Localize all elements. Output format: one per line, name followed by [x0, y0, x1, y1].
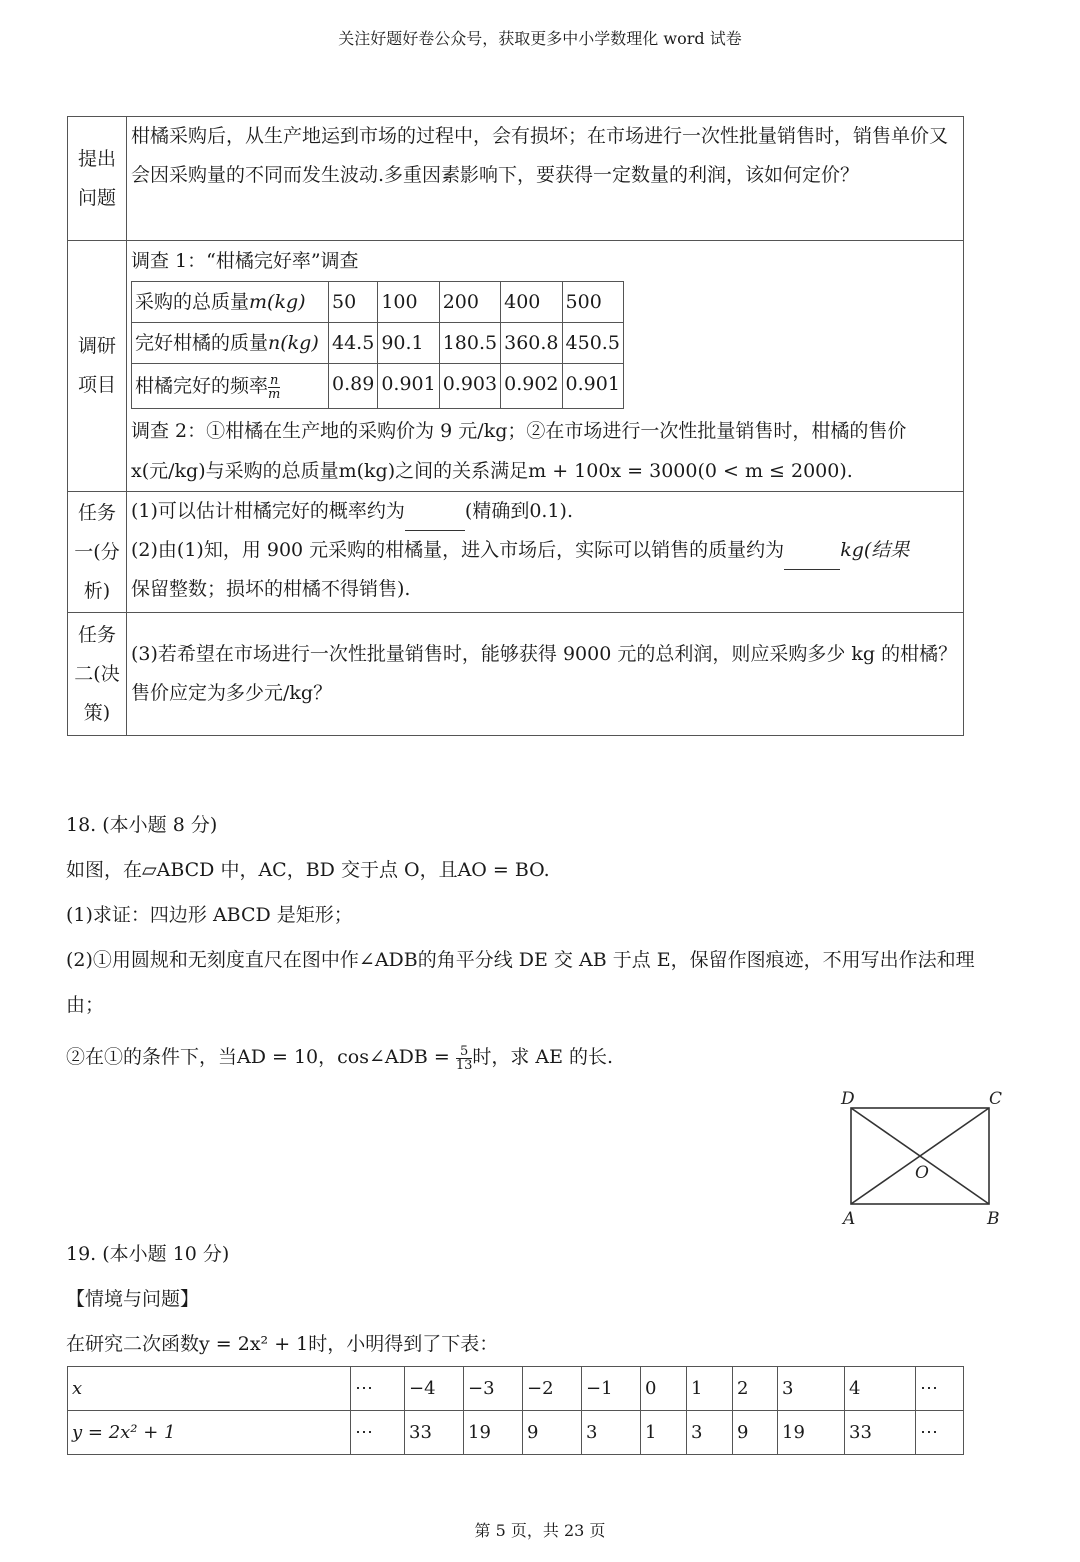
values-table — [67, 1366, 964, 1455]
values-cell: 4 — [845, 1367, 916, 1411]
survey2-line1: 调查 2：①柑橘在生产地的采购价为 9 元/kg；②在市场进行一次性批量销售时，柑橘的售价 — [131, 420, 907, 442]
values-cell: 0 — [641, 1367, 687, 1411]
q18-line5: ②在①的条件下，当AD = 10，cos∠ADB = $\frac{5}{13}$ 时，求 AE 的长. — [66, 1043, 614, 1073]
values-cell: −3 — [464, 1367, 523, 1411]
answer-blank-2[interactable] — [784, 547, 840, 570]
page-header: 关注好题好卷公众号，获取更多中小学数理化 word 试卷 — [338, 29, 742, 48]
label-a: A — [843, 1209, 856, 1228]
ask-label-text: 提出问题 — [77, 147, 116, 209]
survey-cell: 0.901 — [378, 364, 439, 409]
label-c: C — [989, 1089, 1003, 1109]
values-row-x — [68, 1367, 964, 1411]
values-cell: 3 — [778, 1367, 845, 1411]
values-cell: ⋯ — [916, 1367, 964, 1411]
values-cell: 19 — [778, 1411, 845, 1455]
values-row-y-label: y = 2x² + 1 — [68, 1411, 351, 1455]
task1-label-text: 任务一(分析) — [74, 501, 120, 602]
q18-line2: (1)求证：四边形 ABCD 是矩形； — [66, 904, 353, 926]
task1-content — [127, 492, 964, 613]
task2-label-text: 任务二(决策) — [74, 623, 120, 724]
task1-line1: (1)可以估计柑橘完好的概率约为 (精确到0.1). — [131, 492, 959, 531]
survey-row-good — [132, 323, 624, 364]
freq-fraction: $\frac{n}{m}$ — [268, 372, 281, 402]
survey-cell: 100 — [378, 282, 439, 323]
survey-cell: 500 — [562, 282, 623, 323]
task2-label — [68, 613, 127, 736]
values-cell: ⋯ — [916, 1411, 964, 1455]
survey-cell: 400 — [501, 282, 562, 323]
survey-row-freq — [132, 364, 624, 409]
survey-row-mass — [132, 282, 624, 323]
task2-row — [68, 613, 964, 736]
ask-label — [68, 117, 127, 241]
values-cell: 2 — [733, 1367, 778, 1411]
task1-line3: 保留整数；损坏的柑橘不得销售). — [131, 578, 411, 600]
values-cell: 33 — [845, 1411, 916, 1455]
values-cell: −4 — [405, 1367, 464, 1411]
values-cell: −2 — [523, 1367, 582, 1411]
survey-cell: 50 — [329, 282, 378, 323]
label-d: D — [841, 1089, 855, 1109]
survey-cell: 0.903 — [439, 364, 500, 409]
q18-line4: 由； — [66, 994, 105, 1016]
task1-line2: (2)由(1)知，用 900 元采购的柑橘量，进入市场后，实际可以销售的质量约为 kg(结果 — [131, 531, 959, 570]
task2-text: (3)若希望在市场进行一次性批量销售时，能够获得 9000 元的总利润，则应采购多少 kg 的柑橘？售价应定为多少元/kg？ — [127, 613, 964, 736]
values-cell: 33 — [405, 1411, 464, 1455]
cos-fraction: $\frac{5}{13}$ — [455, 1043, 473, 1073]
survey-cell: 0.89 — [329, 364, 378, 409]
survey-cell: 200 — [439, 282, 500, 323]
ask-row — [68, 117, 964, 241]
survey-row-freq-label: 柑橘完好的频率 $\frac{n}{m}$ — [132, 364, 329, 409]
values-cell: 1 — [687, 1367, 733, 1411]
survey-cell: 44.5 — [329, 323, 378, 364]
values-row-x-label: x — [68, 1367, 351, 1411]
project-table — [67, 116, 964, 736]
values-cell: −1 — [582, 1367, 641, 1411]
survey-row-mass-label: 采购的总质量m(kg) — [132, 282, 329, 323]
research-label-text: 调研项目 — [77, 335, 116, 396]
ask-text: 柑橘采购后，从生产地运到市场的过程中，会有损坏；在市场进行一次性批量销售时，销售单价又会因采购量的不同而发生波动.多重因素影响下，要获得一定数量的利润，该如何定价？ — [127, 117, 964, 241]
survey-cell: 360.8 — [501, 323, 562, 364]
q19-title: 19. (本小题 10 分) — [66, 1243, 230, 1265]
values-cell: ⋯ — [351, 1367, 405, 1411]
task1-label — [68, 492, 127, 613]
page-footer: 第 5 页，共 23 页 — [474, 1521, 606, 1540]
q19-intro: 在研究二次函数y = 2x² + 1时，小明得到了下表： — [66, 1333, 499, 1355]
q18-title: 18. (本小题 8 分) — [66, 814, 218, 836]
survey-table — [131, 281, 624, 409]
rectangle-figure — [832, 1086, 1012, 1228]
survey-cell: 90.1 — [378, 323, 439, 364]
values-row-y — [68, 1411, 964, 1455]
values-cell: ⋯ — [351, 1411, 405, 1455]
research-label — [68, 241, 127, 492]
values-cell: 19 — [464, 1411, 523, 1455]
values-cell: 3 — [687, 1411, 733, 1455]
values-cell: 9 — [523, 1411, 582, 1455]
survey2-line2: x(元/kg)与采购的总质量m(kg)之间的关系满足m + 100x = 3000(0 < m ≤ 2000). — [131, 460, 853, 482]
q18-line3: (2)①用圆规和无刻度直尺在图中作∠ADB的角平分线 DE 交 AB 于点 E，保留作图痕迹，不用写出作法和理 — [66, 949, 975, 971]
values-cell: 9 — [733, 1411, 778, 1455]
label-o: O — [915, 1163, 929, 1183]
research-content — [127, 241, 964, 492]
survey-cell: 0.901 — [562, 364, 623, 409]
task1-row — [68, 492, 964, 613]
values-cell: 3 — [582, 1411, 641, 1455]
survey-cell: 180.5 — [439, 323, 500, 364]
q18-line1: 如图，在▱ABCD 中，AC，BD 交于点 O，且AO = BO. — [66, 859, 550, 881]
label-b: B — [987, 1209, 1000, 1228]
survey-cell: 450.5 — [562, 323, 623, 364]
q19-section: 【情境与问题】 — [66, 1288, 200, 1310]
survey-row-good-label: 完好柑橘的质量n(kg) — [132, 323, 329, 364]
survey1-title: 调查 1：“柑橘完好率”调查 — [131, 250, 359, 272]
survey-cell: 0.902 — [501, 364, 562, 409]
values-cell: 1 — [641, 1411, 687, 1455]
answer-blank-1[interactable] — [405, 508, 465, 531]
research-row — [68, 241, 964, 492]
